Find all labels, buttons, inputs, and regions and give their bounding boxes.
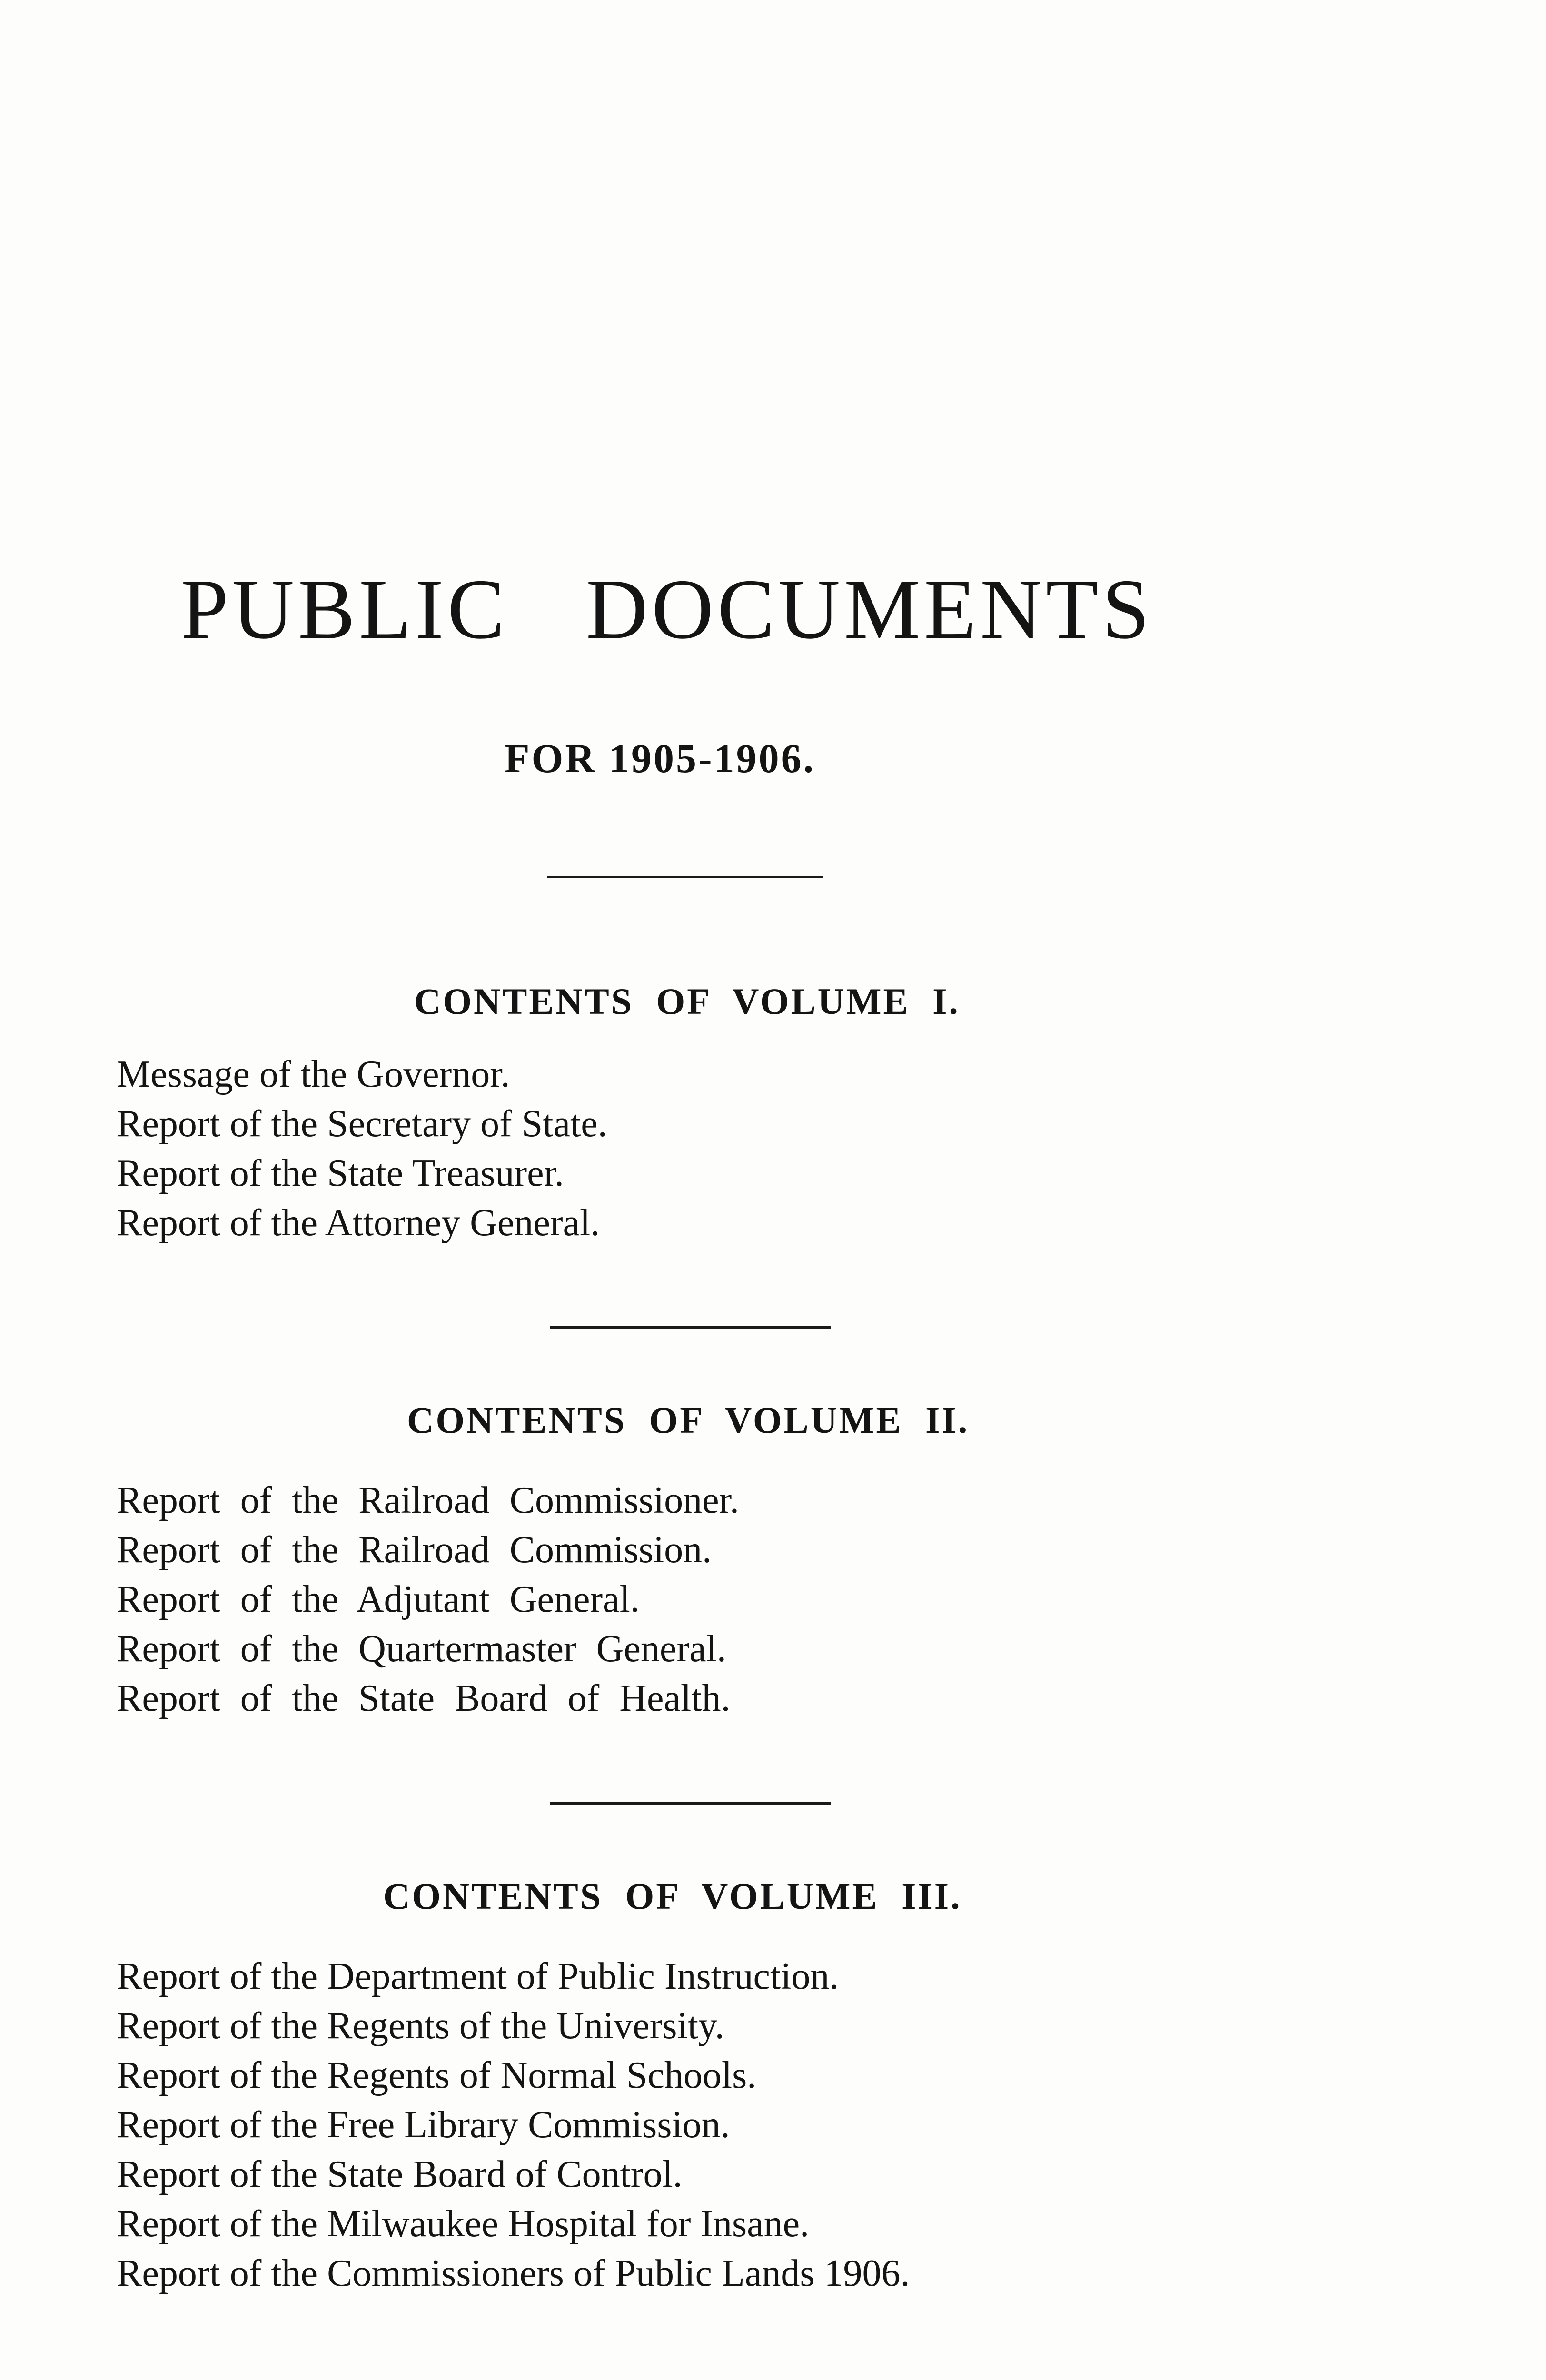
list-item: Report of the Regents of the University. — [117, 2005, 724, 2047]
list-item: Report of the Railroad Commission. — [117, 1529, 712, 1571]
volume-3-contents-list — [117, 1952, 910, 2298]
document-title: PUBLIC DOCUMENTS — [181, 562, 1154, 656]
divider-rule — [550, 1326, 831, 1329]
volume-2-contents-list — [117, 1476, 739, 1723]
volume-1-contents-list — [117, 1050, 607, 1248]
list-item: Report of the Railroad Commissioner. — [117, 1479, 739, 1521]
list-item: Report of the Quartermaster General. — [117, 1628, 726, 1670]
list-item: Message of the Governor. — [117, 1053, 510, 1095]
volume-3-heading: CONTENTS OF VOLUME III. — [383, 1875, 962, 1917]
list-item: Report of the State Treasurer. — [117, 1152, 564, 1194]
list-item: Report of the Regents of Normal Schools. — [117, 2054, 757, 2096]
list-item: Report of the State Board of Control. — [117, 2153, 683, 2195]
divider-rule — [547, 876, 823, 878]
list-item: Report of the Milwaukee Hospital for Insane. — [117, 2203, 810, 2245]
volume-2-heading: CONTENTS OF VOLUME II. — [407, 1399, 970, 1441]
list-item: Report of the Department of Public Instruction. — [117, 1955, 839, 1997]
list-item: Report of the Free Library Commission. — [117, 2104, 730, 2146]
divider-rule — [550, 1802, 831, 1805]
list-item: Report of the State Board of Health. — [117, 1677, 731, 1719]
list-item: Report of the Adjutant General. — [117, 1578, 640, 1620]
document-subtitle: FOR 1905-1906. — [505, 735, 816, 781]
list-item: Report of the Secretary of State. — [117, 1103, 607, 1145]
list-item: Report of the Attorney General. — [117, 1202, 600, 1244]
list-item: Report of the Commissioners of Public Lands 1906. — [117, 2252, 910, 2294]
volume-1-heading: CONTENTS OF VOLUME I. — [414, 981, 960, 1022]
